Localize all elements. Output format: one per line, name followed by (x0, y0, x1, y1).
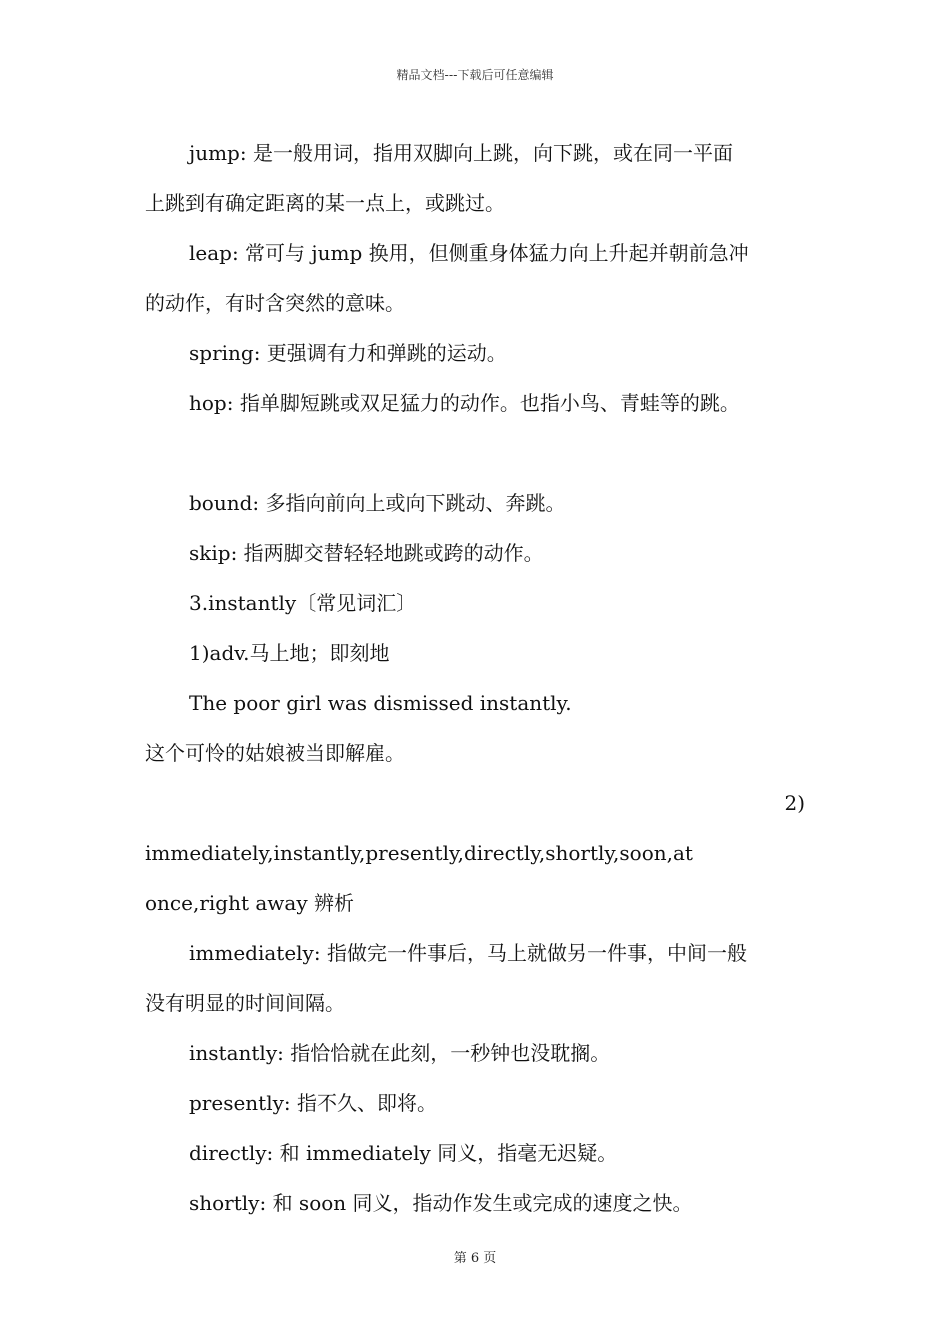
text-line: 1)adv.马上地；即刻地 (189, 641, 390, 665)
page-header: 精品文档---下载后可任意编辑 (396, 68, 554, 82)
text-line: shortly: 和 soon 同义，指动作发生或完成的速度之快。 (189, 1191, 693, 1215)
example-sentence: The poor girl was dismissed instantly. (189, 691, 572, 715)
list-number: 2) (784, 791, 805, 815)
text-line: instantly: 指恰恰就在此刻，一秒钟也没耽搁。 (189, 1041, 611, 1065)
text-line: presently: 指不久、即将。 (189, 1091, 438, 1115)
text-line: 没有明显的时间间隔。 (145, 991, 345, 1015)
text-line: hop: 指单脚短跳或双足猛力的动作。也指小鸟、青蛙等的跳。 (189, 391, 740, 415)
text-line: skip: 指两脚交替轻轻地跳或跨的动作。 (189, 541, 544, 565)
text-line: 的动作，有时含突然的意味。 (145, 291, 405, 315)
text-line: jump: 是一般用词，指用双脚向上跳，向下跳，或在同一平面 (189, 141, 733, 165)
text-line: bound: 多指向前向上或向下跳动、奔跳。 (189, 491, 566, 515)
text-line: directly: 和 immediately 同义，指毫无迟疑。 (189, 1141, 618, 1165)
text-line: immediately,instantly,presently,directly,shortly,soon,at (145, 841, 693, 865)
text-line: leap: 常可与 jump 换用，但侧重身体猛力向上升起并朝前急冲 (189, 241, 749, 265)
blank-line (145, 428, 805, 478)
document-body (145, 128, 805, 1228)
text-line: once,right away 辨析 (145, 891, 354, 915)
section-heading: 3.instantly〔常见词汇〕 (189, 591, 417, 615)
example-translation: 这个可怜的姑娘被当即解雇。 (145, 741, 405, 765)
text-line: 上跳到有确定距离的某一点上，或跳过。 (145, 191, 505, 215)
text-line: immediately: 指做完一件事后，马上就做另一件事，中间一般 (189, 941, 747, 965)
text-line: spring: 更强调有力和弹跳的运动。 (189, 341, 507, 365)
page-number: 第 6 页 (453, 1251, 497, 1266)
